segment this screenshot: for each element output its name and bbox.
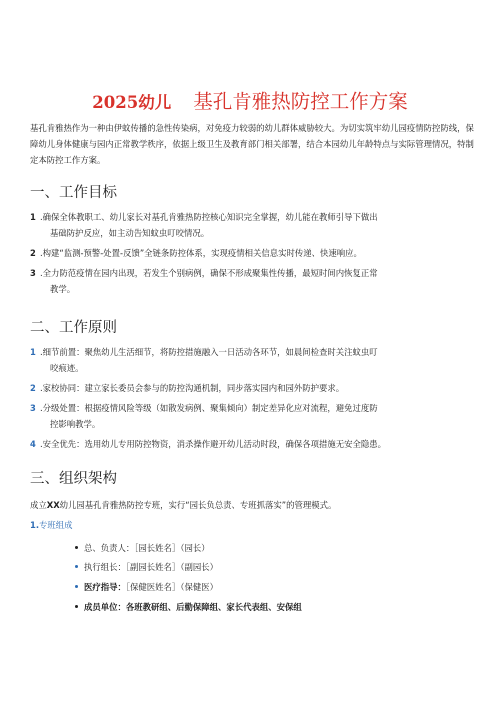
- goal-item-number: 1: [30, 212, 36, 222]
- principle-item-text-cont: 咬痕迹。: [50, 362, 84, 373]
- bullet-dot: [75, 546, 78, 549]
- member-leader: 总、负责人：［园长姓名］（园长）: [75, 541, 210, 555]
- principle-item-text: .分级处置：根据疫情风险等级（如散发病例、聚集倾向）制定差异化应对流程，避免过度防: [40, 403, 378, 413]
- goal-item-text-cont: 教学。: [50, 283, 76, 294]
- member-units: 成员单位：各班教研组、后勤保障组、家长代表组、安保组: [75, 600, 302, 614]
- principle-item-number: 1: [30, 347, 36, 357]
- bullet-dot: [75, 605, 78, 608]
- principle-item-text: .家校协同：建立家长委员会参与的防控沟通机制，同步落实园内和园外防护要求。: [40, 383, 345, 393]
- principle-item-text-cont: 控影响教学。: [50, 418, 101, 429]
- principle-item-number: 2: [30, 383, 36, 393]
- principle-item-text: .安全优先：选用幼儿专用防控物资，消杀操作避开幼儿活动时段，确保各项措施无安全隐患。: [40, 439, 387, 449]
- section-heading-organization: 三、组织架构: [30, 471, 117, 487]
- member-exec-leader: 执行组长：［副园长姓名］（副园长）: [75, 560, 218, 574]
- organization-lead: 成立XX幼儿园基孔肯雅热防控专班，实行“园长负总责、专班抓落实”的管理模式。: [30, 500, 337, 510]
- goal-item-text: .构建“监测-预警-处置-反馈”全链条防控体系，实现疫情相关信息实时传递、快速响应。: [40, 248, 362, 258]
- principle-item-2: [30, 381, 480, 397]
- subsection-team: 1.专班组成: [30, 520, 73, 530]
- goal-item-text: .确保全体教职工、幼儿家长对基孔肯雅热防控核心知识完全掌握，幼儿能在教师引导下做出: [40, 212, 378, 222]
- bullet-dot: [75, 585, 78, 588]
- principle-item-number: 4: [30, 439, 36, 449]
- goal-item-text: .全力防范疫情在园内出现，若发生个别病例，确保不形成聚集性传播，最短时间内恢复正常: [40, 268, 378, 278]
- goal-item-2: [30, 246, 480, 262]
- principle-item-3: [30, 401, 480, 432]
- goal-item-number: 3: [30, 268, 36, 278]
- title-main: 基孔肯雅热防控工作方案: [193, 90, 408, 113]
- section-heading-goals: 一、工作目标: [30, 185, 117, 201]
- document-title: [0, 86, 500, 116]
- principle-item-text: .细节前置：聚焦幼儿生活细节，将防控措施融入一日活动各环节，如晨间检查时关注蚊虫叮: [40, 347, 378, 357]
- bullet-dot: [75, 565, 78, 568]
- title-year: 2025幼儿: [92, 93, 172, 112]
- section-heading-principles: 二、工作原则: [30, 320, 117, 336]
- principle-item-1: [30, 345, 480, 376]
- goal-item-3: [30, 266, 480, 297]
- principle-item-number: 3: [30, 403, 36, 413]
- intro-paragraph: 基孔肯雅热作为一种由伊蚊传播的急性传染病，对免疫力较弱的幼儿群体威胁较大。为切实筑牢幼儿园疫情防控防线，保障幼儿身体健康与园内正常教学秩序，依据上级卫生及教育部门相关部署，结合本园幼儿年龄特点与实际管理情况，特制定本防控工作方案。: [30, 123, 474, 165]
- goal-item-number: 2: [30, 248, 36, 258]
- goal-item-text-cont: 基础防护反应，如主动告知蚊虫叮咬情况。: [50, 227, 210, 238]
- member-medical: 医疗指导：［保健医姓名］（保健医）: [75, 580, 218, 594]
- goal-item-1: [30, 210, 480, 241]
- principle-item-4: [30, 437, 480, 453]
